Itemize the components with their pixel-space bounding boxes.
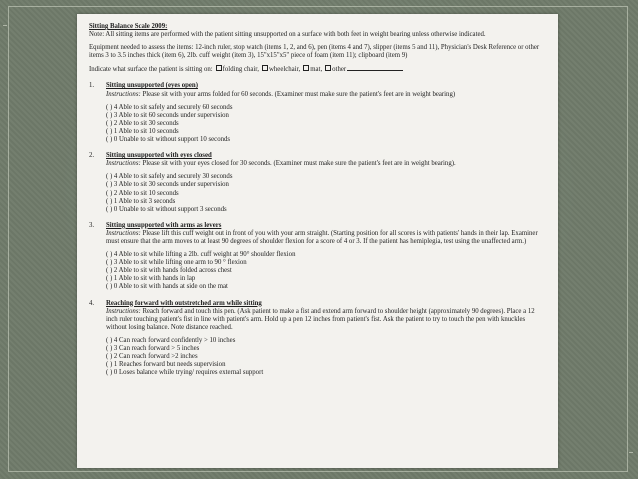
surface-option-wheelchair: wheelchair,	[269, 66, 301, 74]
surface-line	[89, 65, 546, 74]
item-number: 4.	[89, 299, 95, 307]
item-title: Sitting unsupported (eyes open)	[106, 82, 198, 90]
surface-option-mat: mat,	[310, 66, 323, 74]
document-page	[77, 14, 558, 468]
score-options	[89, 251, 546, 291]
scale-item	[89, 300, 546, 378]
score-options	[89, 173, 546, 213]
instructions-text: Reach forward and touch this pen. (Ask patient to make a fist and extend arm forward to shoulder height (approximately 90 degrees). Place a 12 inch ruler touching patient's fist in line with patient's arm. Hold up a pen 12 inches from patient's fist. Ask the patient to try to touch the pen with knuckles without losing balance. Note distance reached.	[106, 307, 535, 331]
instructions-text: Please sit with your eyes closed for 30 seconds. (Examiner must make sure the patient's feet are in weight bearing).	[142, 160, 456, 168]
score-option[interactable]: ( ) 0 Able to sit with hands at side on the mat	[106, 283, 228, 291]
surface-option-folding-chair: folding chair,	[222, 66, 259, 74]
item-header	[89, 222, 546, 230]
score-option[interactable]: ( ) 2 Able to sit 30 seconds	[106, 119, 179, 127]
document-title: Sitting Balance Scale 2009:	[89, 23, 168, 30]
other-blank-line	[347, 70, 403, 71]
score-option[interactable]: ( ) 4 Can reach forward confidently > 10 inches	[106, 336, 236, 344]
instructions-label: Instructions:	[106, 160, 141, 168]
score-option[interactable]: ( ) 1 Able to sit 3 seconds	[106, 197, 176, 205]
score-option[interactable]: ( ) 2 Can reach forward >2 inches	[106, 353, 198, 361]
item-number: 3.	[89, 221, 95, 229]
score-option[interactable]: ( ) 4 Able to sit while lifting a 2lb. cuff weight at 90° shoulder flexion	[106, 251, 296, 259]
note-text: Note: All sitting items are performed with the patient sitting unsupported on a surface with both feet in weight bearing unless otherwise indicated.	[89, 31, 486, 39]
folding-chair-checkbox[interactable]	[216, 65, 222, 71]
instructions-label: Instructions:	[106, 90, 141, 98]
item-header	[89, 152, 546, 160]
item-instructions	[89, 308, 546, 332]
item-instructions	[89, 91, 546, 99]
item-title: Reaching forward with outstretched arm while sitting	[106, 299, 262, 307]
scale-item	[89, 82, 546, 144]
mat-checkbox[interactable]	[303, 65, 309, 71]
score-options	[89, 337, 546, 377]
score-option[interactable]: ( ) 4 Able to sit safely and securely 30 seconds	[106, 173, 233, 181]
item-header	[89, 82, 546, 90]
score-options	[89, 104, 546, 144]
instructions-label: Instructions:	[106, 307, 141, 315]
other-checkbox[interactable]	[325, 65, 331, 71]
score-option[interactable]: ( ) 2 Able to sit with hands folded across chest	[106, 267, 232, 275]
score-option[interactable]: ( ) 2 Able to sit 10 seconds	[106, 189, 179, 197]
score-option[interactable]: ( ) 3 Able to sit 60 seconds under supervision	[106, 111, 229, 119]
item-instructions	[89, 230, 546, 246]
item-title: Sitting unsupported with eyes closed	[106, 152, 212, 160]
scale-item	[89, 152, 546, 214]
score-option[interactable]: ( ) 1 Reaches forward but needs supervision	[106, 361, 226, 369]
instructions-label: Instructions:	[106, 229, 141, 237]
instructions-text: Please lift this cuff weight out in front of you with your arm straight. (Starting position for all scores is with patients' hands in their lap. Examiner must ensure that the arm moves to at least 90 degrees of shoulder flexion for a score of 4 or 3. If the patient has hemiplegia, test using the unaffected arm.)	[106, 229, 538, 245]
items-list	[89, 82, 546, 377]
score-option[interactable]: ( ) 1 Able to sit 10 seconds	[106, 127, 179, 135]
item-header	[89, 300, 546, 308]
score-option[interactable]: ( ) 3 Able to sit 30 seconds under supervision	[106, 181, 229, 189]
surface-prompt: Indicate what surface the patient is sitting on:	[89, 66, 213, 74]
score-option[interactable]: ( ) 0 Loses balance while trying/ requires external support	[106, 369, 264, 377]
surface-option-other: other	[332, 66, 347, 74]
instructions-text: Please sit with your arms folded for 60 seconds. (Examiner must make sure the patient's feet are in weight bearing)	[142, 90, 456, 98]
score-option[interactable]: ( ) 4 Able to sit safely and securely 60 seconds	[106, 103, 233, 111]
item-number: 2.	[89, 152, 95, 160]
score-option[interactable]: ( ) 1 Able to sit with hands in lap	[106, 275, 196, 283]
scale-item	[89, 222, 546, 292]
score-option[interactable]: ( ) 3 Able to sit while lifting one arm to 90 ° flexion	[106, 259, 247, 267]
score-option[interactable]: ( ) 0 Unable to sit without support 3 seconds	[106, 205, 227, 213]
score-option[interactable]: ( ) 0 Unable to sit without support 10 seconds	[106, 136, 231, 144]
item-instructions	[89, 160, 546, 168]
item-title: Sitting unsupported with arms as levers	[106, 221, 222, 229]
score-option[interactable]: ( ) 3 Can reach forward > 5 inches	[106, 345, 200, 352]
item-number: 1.	[89, 82, 95, 90]
wheelchair-checkbox[interactable]	[262, 65, 268, 71]
equipment-text: Equipment needed to assess the items: 12-inch ruler, stop watch (items 1, 2, and 6), pen (items 4 and 7), slipper (items 5 and 11), Physician's Desk Reference or other items 3 to 3.5 inches thick (item 6), 2lb. cuff weight (item 3), 15"x15"x5" piece of foam (item 11); clipboard (item 9)	[89, 44, 540, 60]
